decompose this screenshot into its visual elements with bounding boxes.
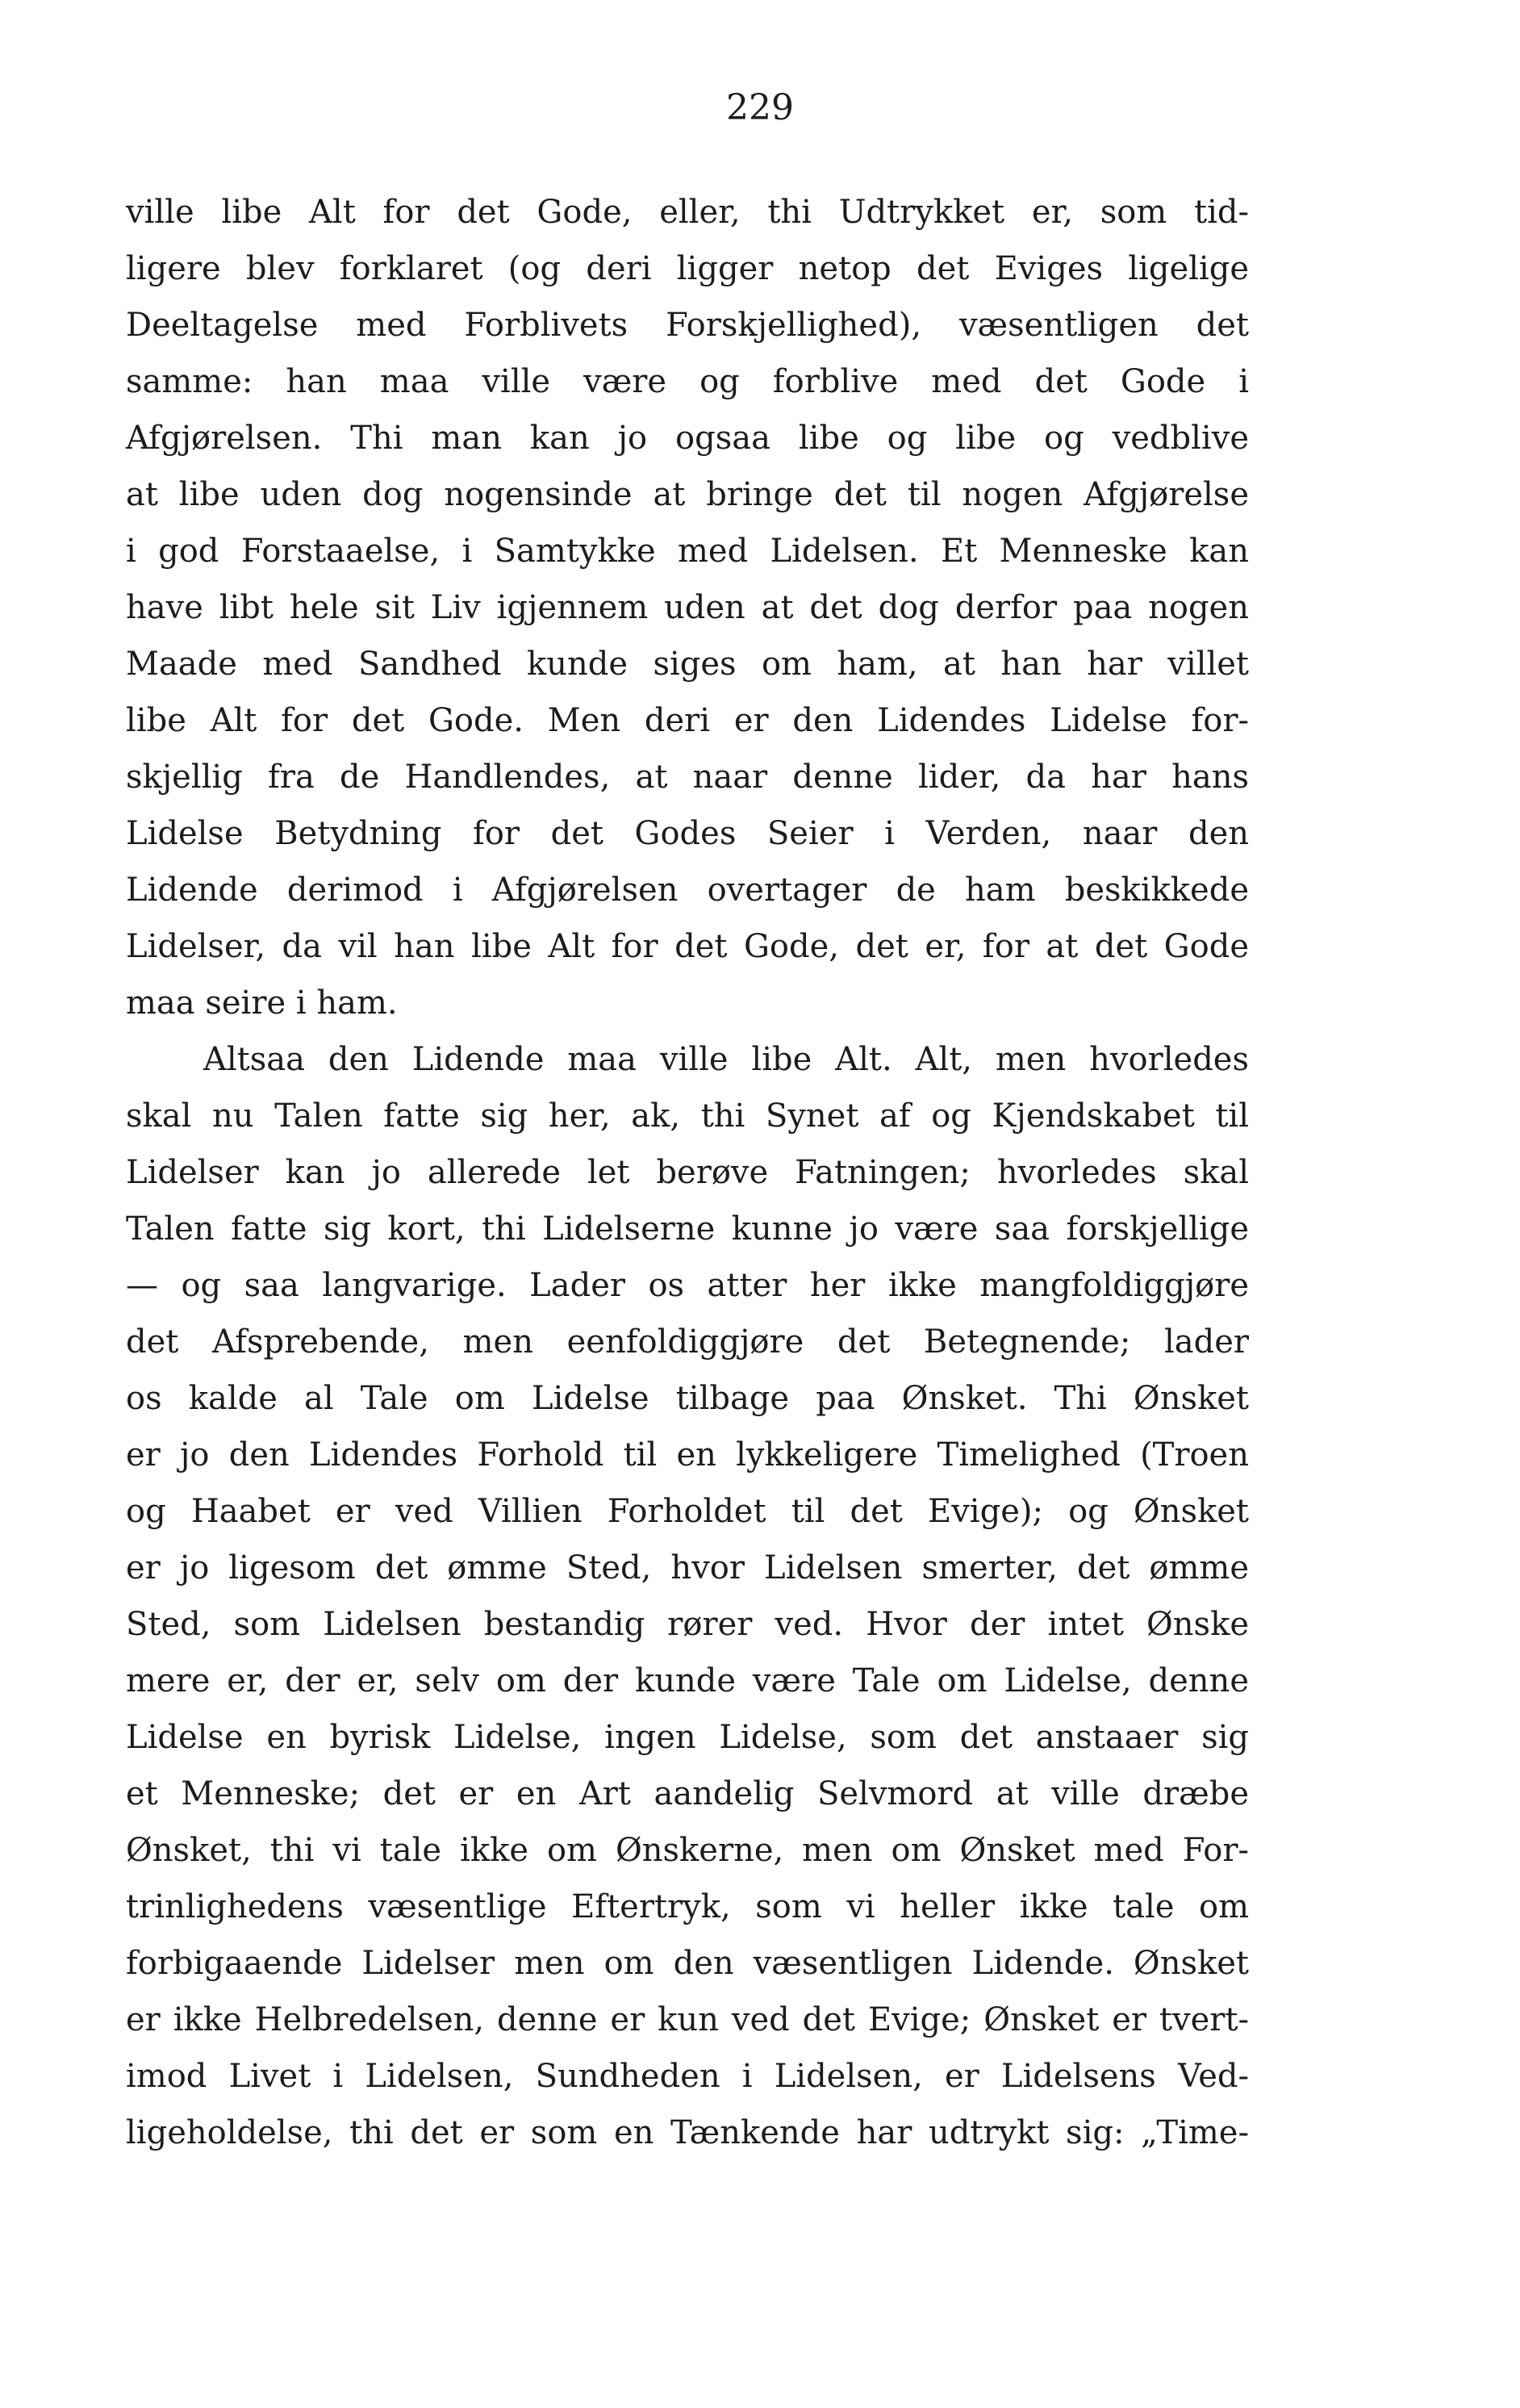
text-line: os kalde al Tale om Lidelse tilbage paa Ønsket. Thi Ønsket (126, 1380, 1249, 1417)
text-line: Sted, som Lidelsen bestandig rører ved. Hvor der intet Ønske (126, 1606, 1249, 1643)
text-line: det Afsprebende, men eenfoldiggjøre det Betegnende; lader (126, 1323, 1249, 1361)
text-line: Lidelser kan jo allerede let berøve Fatningen; hvorledes skal (126, 1154, 1249, 1191)
text-line: Lidende derimod i Afgjørelsen overtager de ham beskikkede (126, 872, 1249, 909)
text-line: et Menneske; det er en Art aandelig Selvmord at ville dræbe (126, 1775, 1249, 1812)
text-line: Maade med Sandhed kunde siges om ham, at han har villet (126, 646, 1249, 683)
text-line: er jo ligesom det ømme Sted, hvor Lidelsen smerter, det ømme (126, 1549, 1249, 1587)
paragraph-start-line: Altsaa den Lidende maa ville libe Alt. Alt, men hvorledes (203, 1041, 1249, 1078)
page-number: 229 (726, 87, 794, 128)
text-line: Talen fatte sig kort, thi Lidelserne kunne jo være saa forskjellige (126, 1210, 1249, 1248)
text-line: ligeholdelse, thi det er som en Tænkende har udtrykt sig: „Time- (126, 2114, 1249, 2151)
text-line: Lidelse Betydning for det Godes Seier i Verden, naar den (126, 815, 1249, 852)
text-line: Lidelse en byrisk Lidelse, ingen Lidelse, som det anstaaer sig (126, 1719, 1249, 1756)
text-line: ligere blev forklaret (og deri ligger netop det Eviges ligelige (126, 250, 1249, 287)
text-line: imod Livet i Lidelsen, Sundheden i Lidelsen, er Lidelsens Ved- (126, 2058, 1249, 2095)
text-line: villе libe Alt for det Gode, eller, thi Udtrykket er, som tid- (126, 194, 1249, 231)
paragraph-end-line: maa seire i ham. (126, 985, 398, 1022)
text-line: libe Alt for det Gode. Men deri er den Lidendes Lidelse for- (126, 702, 1249, 739)
text-line: skal nu Talen fatte sig her, ak, thi Synet af og Kjendskabet til (126, 1097, 1249, 1135)
text-line: er jo den Lidendes Forhold til en lykkeligere Timelighed (Troen (126, 1436, 1249, 1474)
text-line: trinlighedens væsentlige Eftertryk, som vi heller ikke tale om (126, 1888, 1249, 1925)
text-line: have libt hele sit Liv igjennem uden at det dog derfor paa nogen (126, 589, 1249, 626)
text-line: Deeltagelse med Forblivets Forskjellighed), væsentligen det (126, 307, 1249, 344)
text-line: Ønsket, thi vi tale ikke om Ønskerne, men om Ønsket med For- (126, 1832, 1249, 1869)
text-line: Lidelser, da vil han libe Alt for det Gode, det er, for at det Gode (126, 928, 1249, 965)
text-line: i god Forstaaelse, i Samtykke med Lidelsen. Et Menneske kan (126, 533, 1249, 570)
text-line: er ikke Helbredelsen, denne er kun ved det Evige; Ønsket er tvert- (126, 2001, 1249, 2038)
text-line: Afgjørelsen. Thi man kan jo ogsaa libe og libe og vedblive (126, 420, 1249, 457)
text-line: at libe uden dog nogensinde at bringe det til nogen Afgjørelse (126, 476, 1249, 513)
text-line: mere er, der er, selv om der kunde være Tale om Lidelse, denne (126, 1662, 1249, 1699)
text-line: og Haabet er ved Villien Forholdet til det Evige); og Ønsket (126, 1493, 1249, 1530)
body-text (126, 184, 1249, 2161)
text-line: forbigaaende Lidelser men om den væsentligen Lidende. Ønsket (126, 1945, 1249, 1982)
text-line: — og saa langvarige. Lader os atter her ikke mangfoldiggjøre (126, 1267, 1249, 1304)
text-line: skjellig fra de Handlendes, at naar denne lider, da har hans (126, 759, 1249, 796)
text-line: samme: han maa ville være og forblive med det Gode i (126, 363, 1249, 400)
